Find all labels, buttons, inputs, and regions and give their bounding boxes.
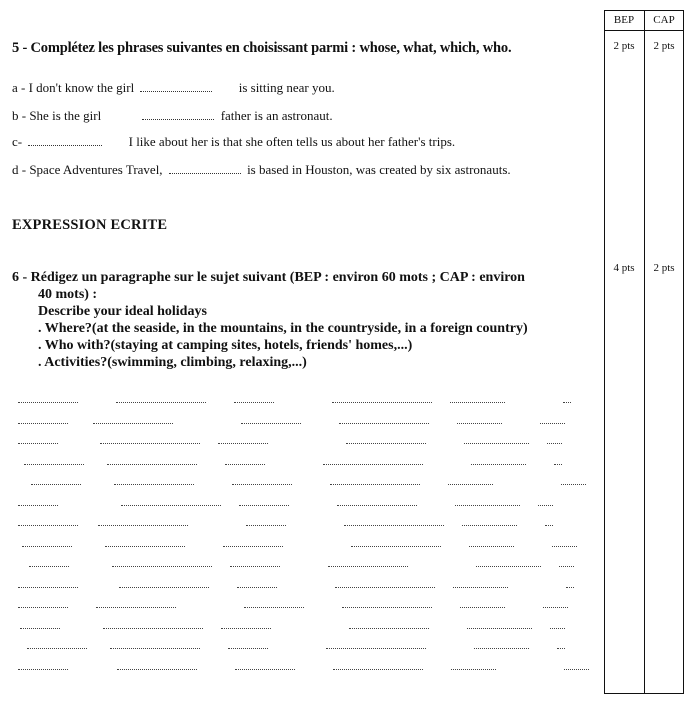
- writing-dots: [467, 628, 532, 629]
- writing-dots: [228, 648, 268, 649]
- writing-dots: [218, 443, 268, 444]
- question-6-bullet-activities: . Activities?(swimming, climbing, relaxing,...): [38, 355, 307, 370]
- writing-dots: [351, 546, 441, 547]
- table-border-left: [604, 10, 605, 694]
- writing-dots: [237, 587, 277, 588]
- writing-dots: [107, 464, 197, 465]
- table-border-right: [683, 10, 684, 694]
- writing-line: [18, 505, 580, 506]
- writing-dots: [550, 628, 565, 629]
- writing-dots: [117, 669, 197, 670]
- writing-line: [18, 402, 580, 403]
- writing-dots: [244, 607, 304, 608]
- q5-item-d: [12, 162, 511, 178]
- question-6-subject: Describe your ideal holidays: [38, 304, 207, 319]
- writing-line: [18, 464, 580, 465]
- writing-dots: [241, 423, 301, 424]
- q5-item-a: [12, 80, 335, 96]
- writing-dots: [462, 525, 517, 526]
- q5-item-a-blank[interactable]: [140, 81, 212, 92]
- writing-dots: [246, 525, 286, 526]
- writing-dots: [349, 628, 429, 629]
- writing-dots: [451, 669, 496, 670]
- writing-dots: [20, 628, 60, 629]
- writing-line: [18, 648, 580, 649]
- writing-dots: [460, 607, 505, 608]
- writing-dots: [540, 423, 565, 424]
- grading-table: [604, 10, 684, 694]
- writing-dots: [457, 423, 502, 424]
- writing-dots: [232, 484, 292, 485]
- writing-dots: [234, 402, 274, 403]
- writing-dots: [332, 402, 432, 403]
- q6-points-cap: 2 pts: [653, 262, 675, 274]
- writing-dots: [221, 628, 271, 629]
- writing-dots: [464, 443, 529, 444]
- q5-item-a-prefix: a - I don't know the girl: [12, 80, 135, 95]
- writing-dots: [333, 669, 423, 670]
- writing-dots: [230, 566, 280, 567]
- writing-dots: [18, 402, 78, 403]
- table-divider: [644, 10, 645, 694]
- writing-dots: [344, 525, 444, 526]
- q5-item-b-suffix: father is an astronaut.: [220, 108, 333, 123]
- q5-item-c-suffix: I like about her is that she often tells us about her father's trips.: [128, 134, 456, 149]
- writing-dots: [552, 546, 577, 547]
- writing-line: [18, 566, 580, 567]
- q5-points-bep: 2 pts: [613, 40, 635, 52]
- writing-dots: [116, 402, 206, 403]
- header-cap: CAP: [653, 14, 675, 26]
- writing-dots: [239, 505, 289, 506]
- writing-dots: [330, 484, 420, 485]
- writing-dots: [566, 587, 574, 588]
- writing-dots: [18, 423, 68, 424]
- question-5-title: 5 - Complétez les phrases suivantes en choisissant parmi : whose, what, which, who.: [12, 40, 512, 56]
- writing-dots: [538, 505, 553, 506]
- writing-dots: [114, 484, 194, 485]
- writing-dots: [18, 505, 58, 506]
- writing-line: [18, 525, 580, 526]
- writing-dots: [31, 484, 81, 485]
- question-6-title-line1: 6 - Rédigez un paragraphe sur le sujet suivant (BEP : environ 60 mots ; CAP : environ: [12, 270, 525, 285]
- writing-dots: [471, 464, 526, 465]
- writing-dots: [96, 607, 176, 608]
- writing-line: [18, 546, 580, 547]
- writing-dots: [235, 669, 295, 670]
- writing-dots: [559, 566, 574, 567]
- q5-item-c-blank[interactable]: [28, 135, 102, 146]
- writing-dots: [225, 464, 265, 465]
- table-header-line: [604, 30, 684, 31]
- writing-dots: [112, 566, 212, 567]
- table-border-top: [604, 10, 684, 11]
- writing-dots: [547, 443, 562, 444]
- q5-item-d-prefix: d - Space Adventures Travel,: [12, 162, 163, 177]
- writing-dots: [98, 525, 188, 526]
- question-6-title-line2: 40 mots) :: [38, 287, 98, 302]
- q5-item-c: [12, 134, 455, 150]
- writing-dots: [18, 607, 68, 608]
- q5-item-b-prefix: b - She is the girl: [12, 108, 102, 123]
- writing-line: [18, 423, 580, 424]
- writing-dots: [27, 648, 87, 649]
- q5-points-cap: 2 pts: [653, 40, 675, 52]
- writing-dots: [22, 546, 72, 547]
- writing-dots: [346, 443, 426, 444]
- answer-writing-area[interactable]: [18, 392, 580, 682]
- writing-line: [18, 484, 580, 485]
- table-border-bottom: [604, 693, 684, 694]
- writing-dots: [469, 546, 514, 547]
- writing-dots: [93, 423, 173, 424]
- writing-dots: [18, 669, 68, 670]
- q5-item-a-suffix: is sitting near you.: [238, 80, 335, 95]
- writing-dots: [18, 525, 78, 526]
- writing-dots: [24, 464, 84, 465]
- writing-dots: [100, 443, 200, 444]
- q5-item-b-blank[interactable]: [142, 109, 214, 120]
- writing-dots: [543, 607, 568, 608]
- writing-dots: [564, 669, 589, 670]
- writing-dots: [554, 464, 562, 465]
- question-6-bullet-who-with: . Who with?(staying at camping sites, hotels, friends' homes,...): [38, 338, 413, 353]
- q6-points-bep: 4 pts: [613, 262, 635, 274]
- writing-dots: [337, 505, 417, 506]
- writing-dots: [328, 566, 408, 567]
- writing-line: [18, 587, 580, 588]
- writing-dots: [110, 648, 200, 649]
- writing-line: [18, 607, 580, 608]
- q5-item-d-suffix: is based in Houston, was created by six astronauts.: [247, 162, 511, 177]
- writing-dots: [29, 566, 69, 567]
- q5-item-b: [12, 108, 333, 124]
- writing-dots: [561, 484, 586, 485]
- writing-dots: [545, 525, 553, 526]
- writing-dots: [557, 648, 565, 649]
- section-title: EXPRESSION ECRITE: [12, 217, 168, 233]
- writing-dots: [18, 587, 78, 588]
- writing-line: [18, 443, 580, 444]
- writing-line: [18, 669, 580, 670]
- writing-dots: [323, 464, 423, 465]
- writing-dots: [563, 402, 571, 403]
- writing-dots: [119, 587, 209, 588]
- q5-item-d-blank[interactable]: [169, 163, 241, 174]
- writing-dots: [476, 566, 541, 567]
- writing-dots: [450, 402, 505, 403]
- writing-dots: [103, 628, 203, 629]
- writing-dots: [18, 443, 58, 444]
- writing-dots: [339, 423, 429, 424]
- writing-dots: [223, 546, 283, 547]
- writing-dots: [121, 505, 221, 506]
- question-6: [12, 269, 592, 371]
- writing-line: [18, 628, 580, 629]
- writing-dots: [455, 505, 520, 506]
- writing-dots: [335, 587, 435, 588]
- q5-item-c-prefix: c-: [12, 134, 23, 149]
- writing-dots: [448, 484, 493, 485]
- header-bep: BEP: [613, 14, 635, 26]
- writing-dots: [105, 546, 185, 547]
- writing-dots: [326, 648, 426, 649]
- writing-dots: [453, 587, 508, 588]
- question-6-bullet-where: . Where?(at the seaside, in the mountains, in the countryside, in a foreign country): [38, 321, 528, 336]
- writing-dots: [474, 648, 529, 649]
- writing-dots: [342, 607, 432, 608]
